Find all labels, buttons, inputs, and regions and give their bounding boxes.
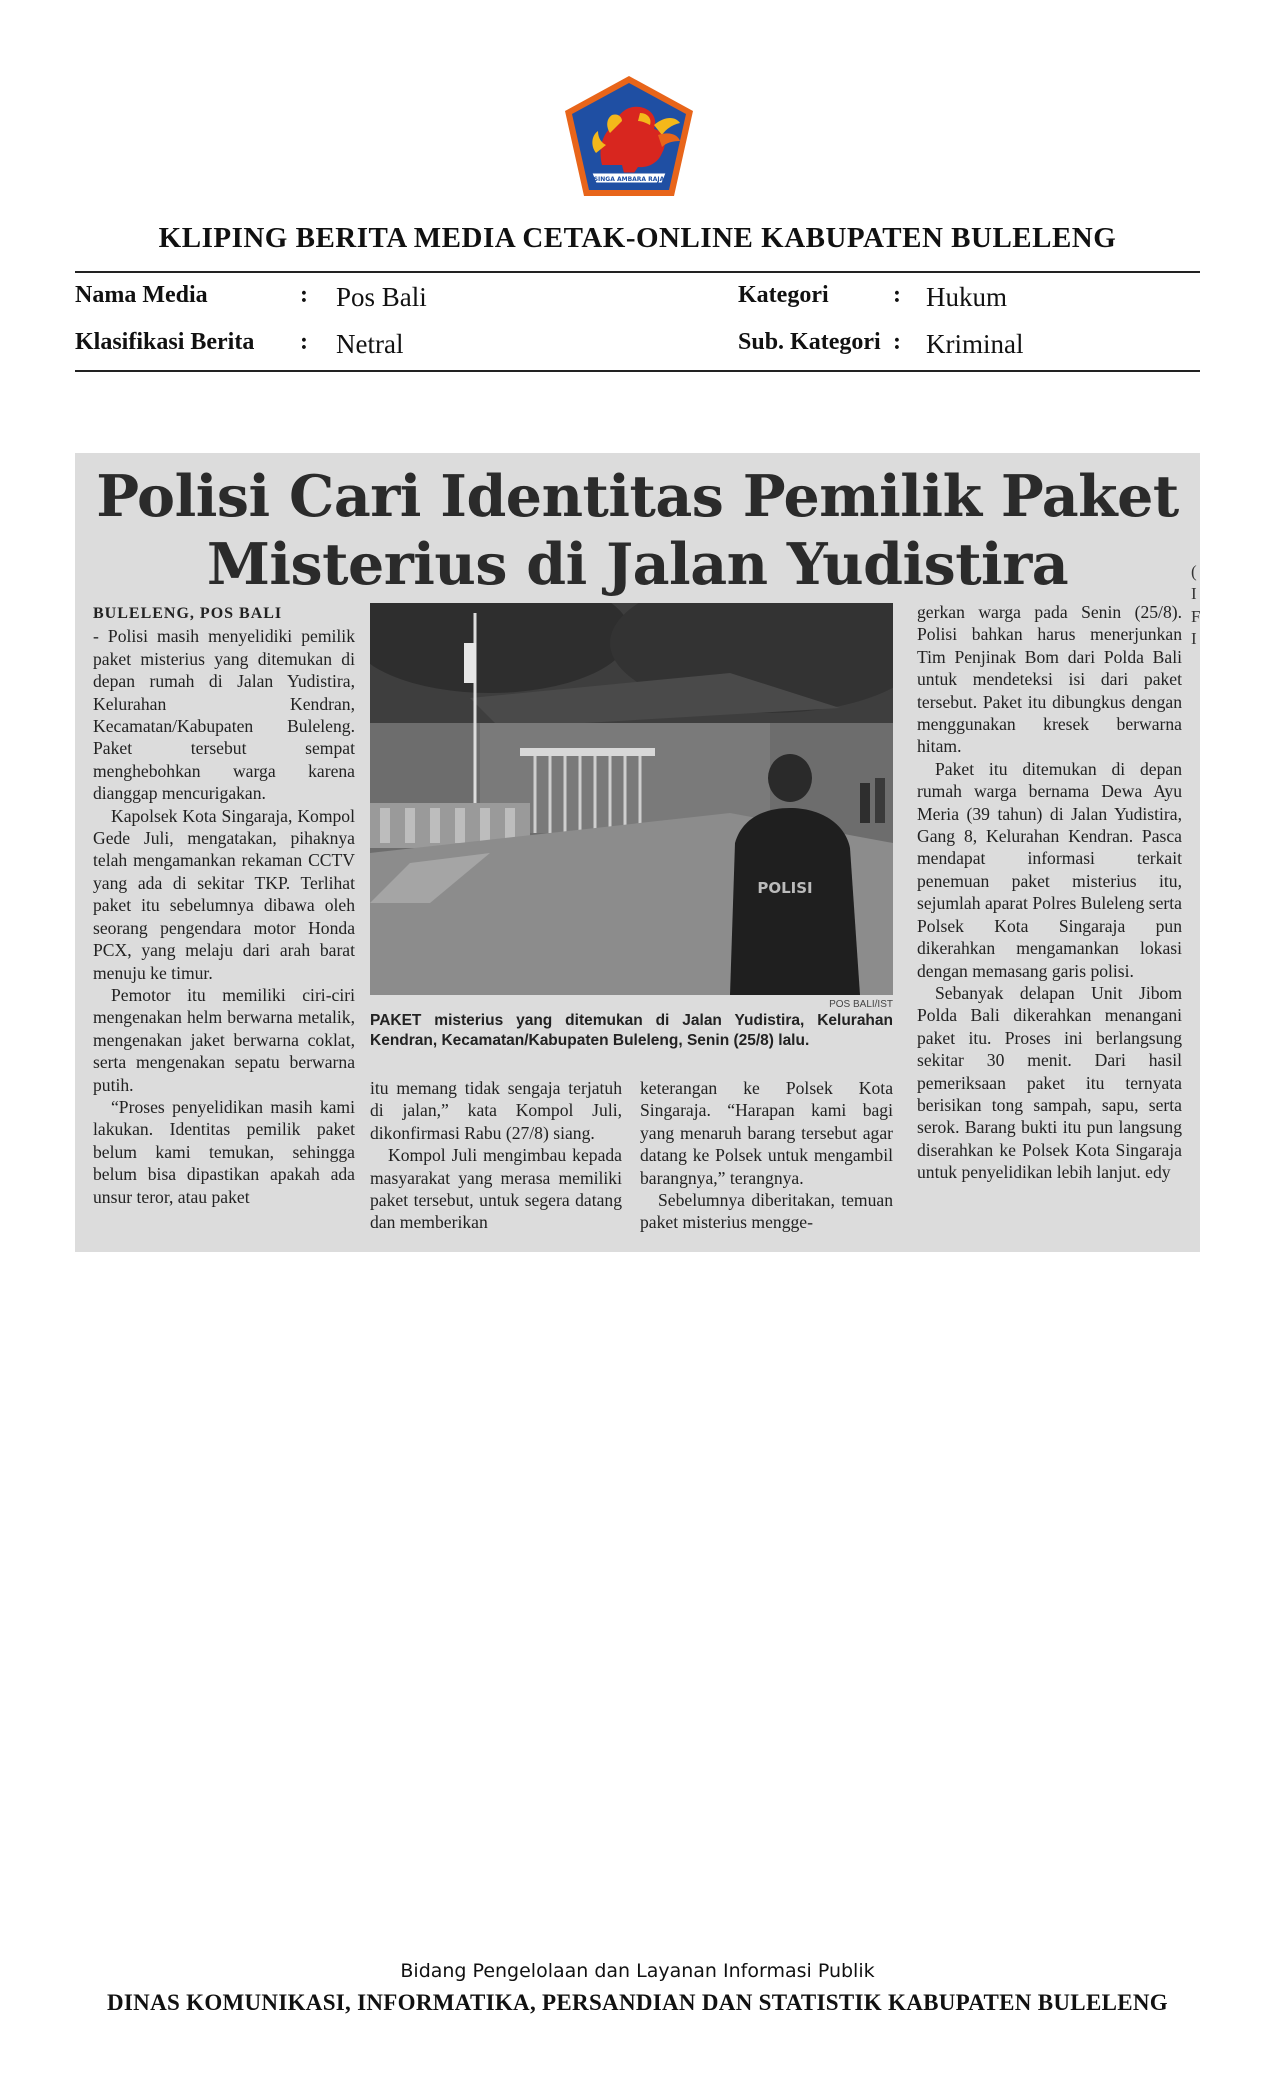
article-paragraph: Sebelumnya diberitakan, temuan paket misterius mengge- [640,1190,893,1233]
article-column-1 [93,603,355,1208]
article-paragraph: “Proses penyelidikan masih kami lakukan. Identitas pemilik paket belum kami temukan, sehingga belum bisa dipastikan apakah ada unsur teror, atau paket [93,1096,355,1207]
article-dateline: BULELENG, POS BALI [93,605,283,622]
footer-department: Bidang Pengelolaan dan Layanan Informasi Publik [400,1960,875,1982]
adjacent-article-fragment: ( I F I [1191,562,1200,649]
article-photo [370,603,893,995]
article-column-4 [917,601,1182,1184]
article-paragraph: Sebanyak delapan Unit Jibom Polda Bali dikerahkan menangani paket itu. Proses ini berlangsung sekitar 30 menit. Dari hasil pemeriksaan paket itu ternyata berisikan tong sampah, sapu, serta serok. Barang bukti itu pun langsung diserahkan ke Polsek Kota Singaraja untuk penyelidikan lebih lanjut. edy [917,982,1182,1183]
photo-vest-text: POLISI [757,879,813,897]
nama-media-colon: : [300,282,308,308]
headline-line-2: Misterius di Jalan Yudistira [206,531,1069,598]
newspaper-clipping [75,453,1200,1252]
klasifikasi-value: Netral [336,329,404,359]
kategori-colon: : [893,282,901,308]
article-paragraph: - Polisi masih menyelidiki pemilik paket misterius yang ditemukan di depan rumah di Jalan Yudistira, Kelurahan Kendran, Kecamatan/Kabupaten Buleleng. Paket tersebut sempat menghebohkan warga karena dianggap mencurigakan. [93,626,355,804]
logo-ribbon-text: SINGA AMBARA RAJA [593,176,665,183]
article-paragraph: Pemotor itu memiliki ciri-ciri mengenakan helm berwarna metalik, mengenakan jaket berwarna coklat, serta mengenakan sepatu berwarna putih. [93,984,355,1095]
article-paragraph: Paket itu ditemukan di depan rumah warga bernama Dewa Ayu Meria (39 tahun) di Jalan Yudistira, Gang 8, Kelurahan Kendran. Pasca mendapat informasi terkait penemuan paket misterius itu, sejumlah aparat Polres Buleleng serta Polsek Kota Singaraja pun dikerahkan mengamankan lokasi dengan memasang garis polisi. [917,758,1182,981]
article-paragraph: Kapolsek Kota Singaraja, Kompol Gede Juli, mengatakan, pihaknya telah mengamankan rekaman CCTV yang ada di sekitar TKP. Terlihat paket itu sebelumnya dibawa oleh seorang pengendara motor Honda PCX, yang melaju dari arah barat menuju ke timur. [93,805,355,983]
headline-line-1: Polisi Cari Identitas Pemilik Paket [96,463,1179,530]
photo-credit: POS BALI/IST [829,999,893,1010]
article-paragraph: keterangan ke Polsek Kota Singaraja. “Harapan kami bagi yang menaruh barang tersebut agar datang ke Polsek untuk mengambil barangnya,” terangnya. [640,1078,893,1188]
article-paragraph: itu memang tidak sengaja terjatuh di jalan,” kata Kompol Juli, dikonfirmasi Rabu (27/8) siang. [370,1078,622,1143]
article-headline [75,463,1200,599]
sub-kategori-value: Kriminal [926,329,1024,359]
photo-caption: PAKET misterius yang ditemukan di Jalan Yudistira, Kelurahan Kendran, Kecamatan/Kabupaten Buleleng, Senin (25/8) lalu. [370,1012,893,1049]
page-title: KLIPING BERITA MEDIA CETAK-ONLINE KABUPATEN BULELENG [158,222,1117,254]
article-column-2 [370,1077,622,1234]
footer-agency: DINAS KOMUNIKASI, INFORMATIKA, PERSANDIAN DAN STATISTIK KABUPATEN BULELENG [107,1990,1168,2015]
header-divider-top [75,271,1200,273]
kategori-value: Hukum [926,282,1007,312]
article-paragraph: gerkan warga pada Senin (25/8). Polisi bahkan harus menerjunkan Tim Penjinak Bom dari Polda Bali untuk mendeteksi isi dari paket tersebut. Paket itu dibungkus dengan menggunakan kresek berwarna hitam. [917,602,1182,757]
header-divider-bottom [75,370,1200,372]
nama-media-label: Nama Media [75,282,208,308]
sub-kategori-colon: : [893,329,901,355]
sub-kategori-label: Sub. Kategori [738,329,881,355]
article-column-3 [640,1077,893,1234]
nama-media-value: Pos Bali [336,282,427,312]
klasifikasi-label: Klasifikasi Berita [75,329,255,355]
kategori-label: Kategori [738,282,829,308]
article-paragraph: Kompol Juli mengimbau kepada masyarakat yang merasa memiliki paket tersebut, untuk segera datang dan memberikan [370,1145,622,1233]
klasifikasi-colon: : [300,329,308,355]
buleleng-regency-logo [562,73,696,199]
